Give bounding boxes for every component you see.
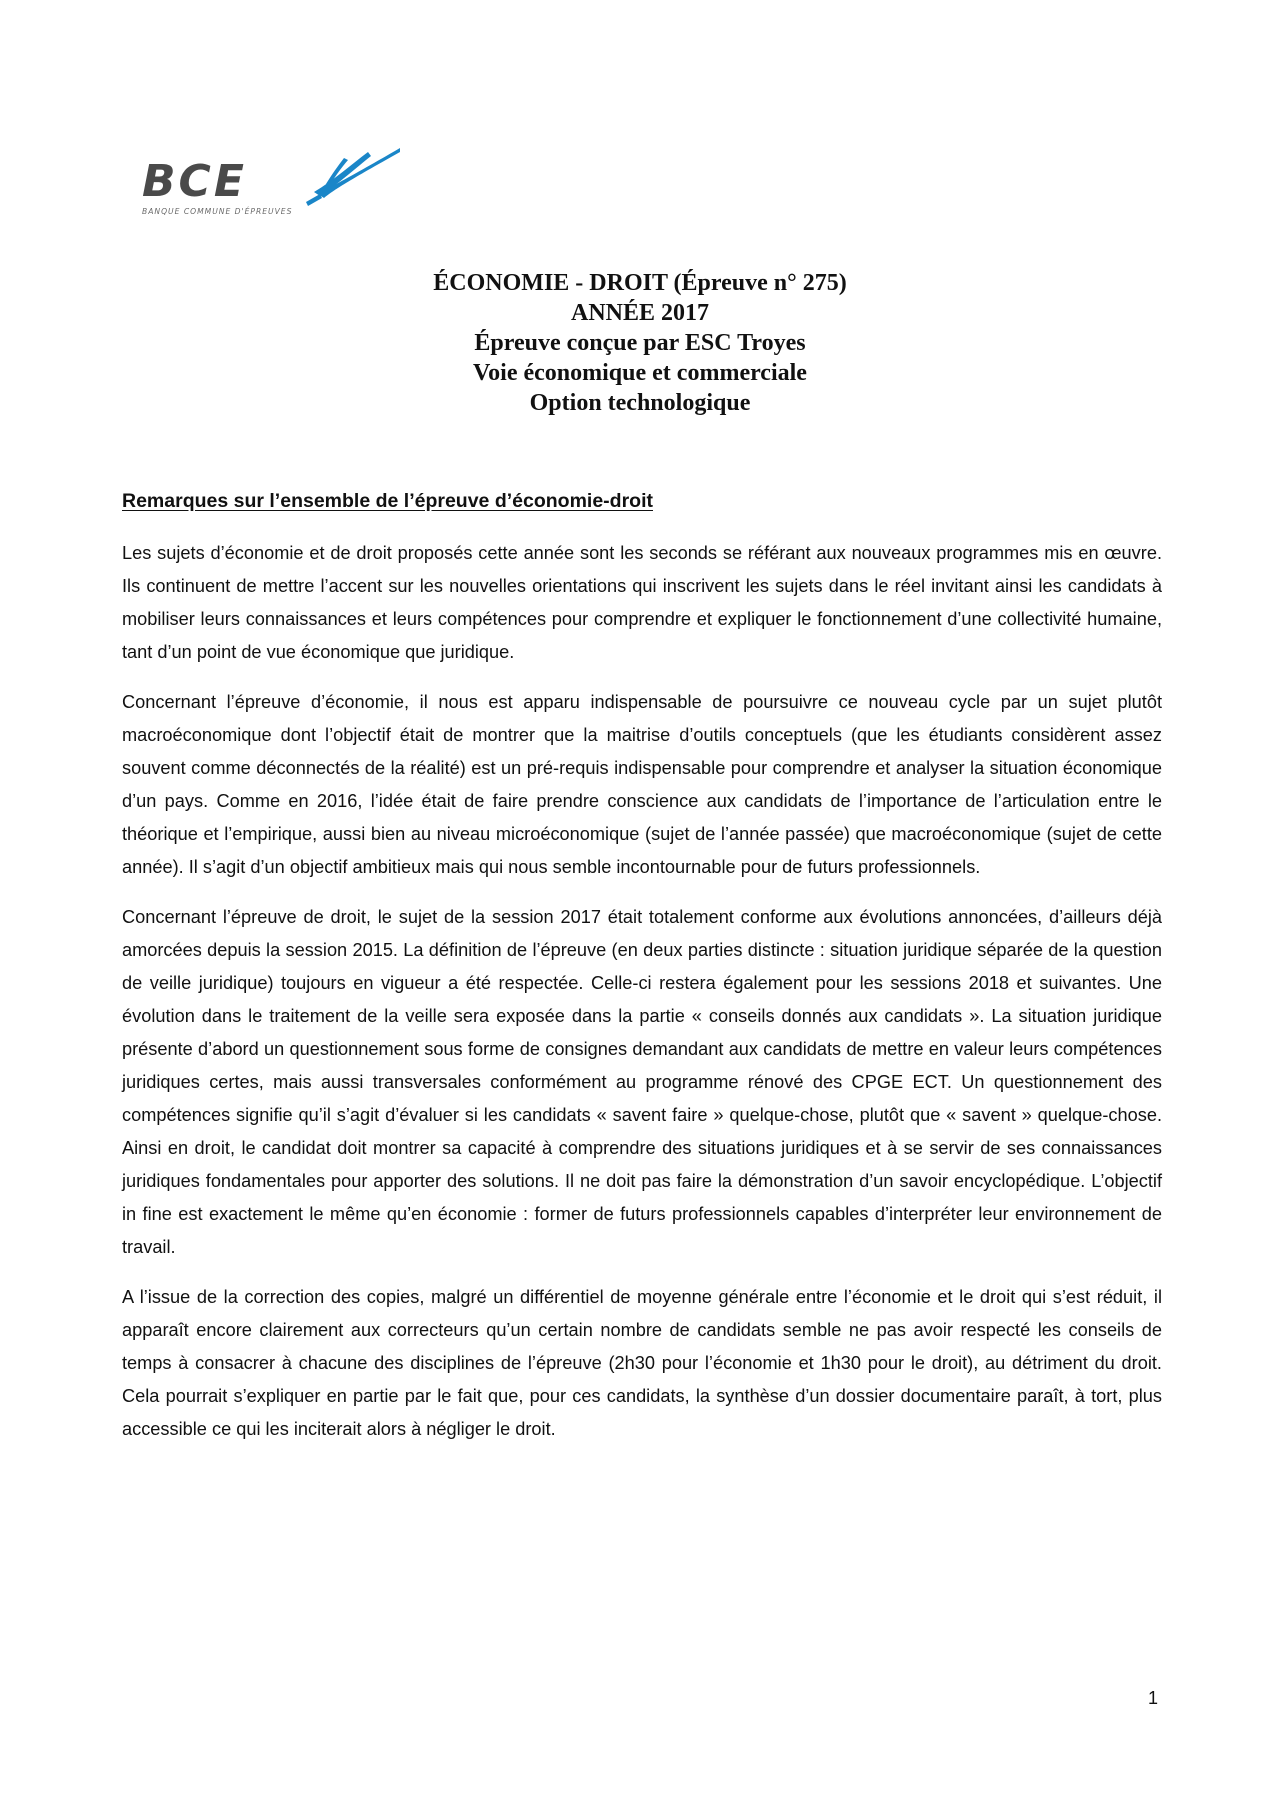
- paragraph: A l’issue de la correction des copies, malgré un différentiel de moyenne générale entre l’économie et le droit qui s’est réduit, il apparaît encore clairement aux correcteurs qu’un certain nombre de candidats semble ne pas avoir respecté les conseils de temps à consacrer à chacune des disciplines de l’épreuve (2h30 pour l’économie et 1h30 pour le droit), au détriment du droit. Cela pourrait s’expliquer en partie par le fait que, pour ces candidats, la synthèse d’un dossier documentaire paraît, à tort, plus accessible ce qui les inciterait alors à négliger le droit.: [122, 1287, 1162, 1439]
- title-line-3: Épreuve conçue par ESC Troyes: [474, 330, 806, 356]
- bce-logo: [138, 144, 400, 224]
- page-number: 1: [1148, 1688, 1159, 1708]
- title-line-2: ANNÉE 2017: [570, 300, 709, 326]
- bce-logo-graphic: [138, 144, 400, 224]
- paragraph: Concernant l’épreuve de droit, le sujet de la session 2017 était totalement conforme aux évolutions annoncées, d’ailleurs déjà amorcées depuis la session 2015. La définition de l’épreuve (en deux parties distincte : situation juridique séparée de la question de veille juridique) toujours en vigueur a été respectée. Celle-ci restera également pour les sessions 2018 et suivantes. Une évolution dans le traitement de la veille sera exposée dans la partie « conseils donnés aux candidats ». La situation juridique présente d’abord un questionnement sous forme de consignes demandant aux candidats de mettre en valeur leurs compétences juridiques certes, mais aussi transversales conformément au programme rénové des CPGE ECT. Un questionnement des compétences signifie qu’il s’agit d’évaluer si les candidats « savent faire » quelque-chose, plutôt que « savent » quelque-chose. Ainsi en droit, le candidat doit montrer sa capacité à comprendre des situations juridiques et à se servir de ses connaissances juridiques fondamentales pour apporter des solutions. Il ne doit pas faire la démonstration d’un savoir encyclopédique. L’objectif in fine est exactement le même qu’en économie : former de futurs professionnels capables d’interpréter leur environnement de travail.: [122, 907, 1162, 1257]
- paragraph: Les sujets d’économie et de droit proposés cette année sont les seconds se référant aux nouveaux programmes mis en œuvre. Ils continuent de mettre l’accent sur les nouvelles orientations qui inscrivent les sujets dans le réel invitant ainsi les candidats à mobiliser leurs connaissances et leurs compétences pour comprendre et expliquer le fonctionnement d’une collectivité humaine, tant d’un point de vue économique que juridique.: [122, 543, 1162, 662]
- logo-text: BCE: [142, 156, 247, 207]
- document-title: [0, 268, 1280, 418]
- title-line-5: Option technologique: [529, 390, 751, 416]
- body-text: [122, 537, 1162, 1463]
- logo-subtitle: BANQUE COMMUNE D'ÉPREUVES: [142, 207, 293, 216]
- paragraph: Concernant l’épreuve d’économie, il nous est apparu indispensable de poursuivre ce nouveau cycle par un sujet plutôt macroéconomique dont l’objectif était de montrer que la maitrise d’outils conceptuels (que les étudiants considèrent assez souvent comme déconnectés de la réalité) est un pré-requis indispensable pour comprendre et analyser la situation économique d’un pays. Comme en 2016, l’idée était de faire prendre conscience aux candidats de l’importance de l’articulation entre le théorique et l’empirique, aussi bien au niveau microéconomique (sujet de l’année passée) que macroéconomique (sujet de cette année). Il s’agit d’un objectif ambitieux mais qui nous semble incontournable pour de futurs professionnels.: [122, 692, 1162, 877]
- title-line-1: ÉCONOMIE - DROIT (Épreuve n° 275): [433, 270, 847, 296]
- section-heading: Remarques sur l’ensemble de l’épreuve d’économie-droit: [122, 490, 653, 512]
- title-line-4: Voie économique et commerciale: [473, 360, 807, 386]
